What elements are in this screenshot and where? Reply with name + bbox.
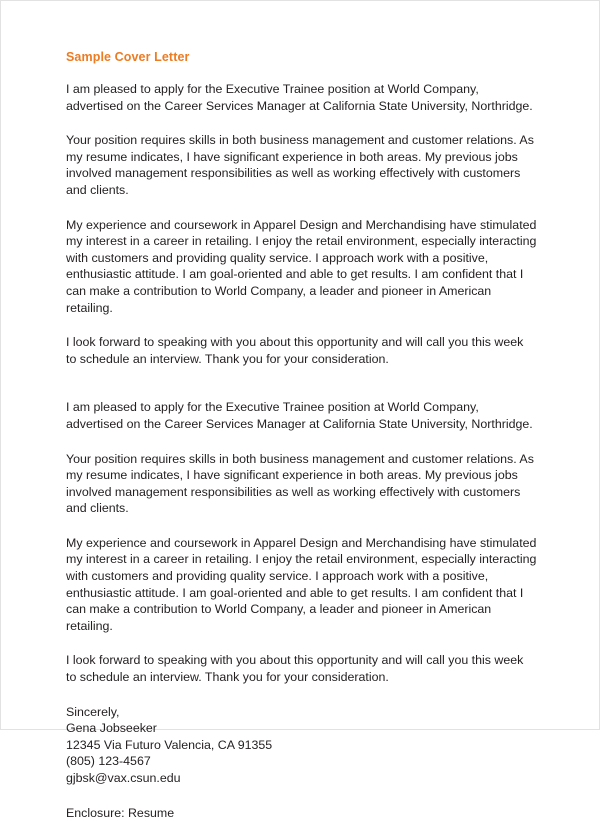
signature-block: [66, 704, 537, 787]
letter-paragraph-1: I am pleased to apply for the Executive Trainee position at World Company, advertised on the Career Services Manager at California State University, Northridge.: [66, 82, 533, 113]
signature-email: gjbsk@vax.csun.edu: [66, 771, 181, 785]
letter-paragraph-6: Your position requires skills in both business management and customer relations. As my resume indicates, I have significant experience in both areas. My previous jobs involved management responsibilities as well as working effectively with customers and clients.: [66, 451, 534, 516]
section-divider: [66, 385, 537, 399]
letter-paragraph-7: My experience and coursework in Apparel Design and Merchandising have stimulated my interest in a career in retailing. I enjoy the retail environment, especially interacting with customers and providing quality service. I approach work with a positive, enthusiastic attitude. I am goal-oriented and able to get results. I am confident that I can make a contribution to World Company, a leader and pioneer in American retailing.: [66, 535, 537, 633]
letter-paragraph-5: I am pleased to apply for the Executive Trainee position at World Company, advertised on the Career Services Manager at California State University, Northridge.: [66, 400, 533, 431]
letter-paragraph-2: Your position requires skills in both business management and customer relations. As my resume indicates, I have significant experience in both areas. My previous jobs involved management responsibilities as well as working effectively with customers and clients.: [66, 133, 534, 197]
signature-phone: (805) 123-4567: [66, 754, 151, 769]
cover-letter-body: [66, 49, 537, 821]
signature-closing: Sincerely,: [66, 704, 120, 719]
signature-address: 12345 Via Futuro Valencia, CA 91355: [66, 737, 273, 752]
page-title: Sample Cover Letter: [66, 50, 190, 64]
letter-paragraph-4: I look forward to speaking with you about this opportunity and will call you this week to schedule an interview. Thank you for your consideration.: [66, 335, 524, 366]
enclosure-line: Enclosure: Resume: [66, 805, 175, 820]
signature-name: Gena Jobseeker: [66, 721, 157, 736]
letter-paragraph-8: I look forward to speaking with you about this opportunity and will call you this week to schedule an interview. Thank you for your consideration.: [66, 653, 524, 685]
letter-paragraph-3: My experience and coursework in Apparel Design and Merchandising have stimulated my interest in a career in retailing. I enjoy the retail environment, especially interacting with customers and providing quality service. I approach work with a positive, enthusiastic attitude. I am goal-oriented and able to get results. I am confident that I can make a contribution to World Company, a leader and pioneer in American retailing.: [66, 217, 537, 315]
